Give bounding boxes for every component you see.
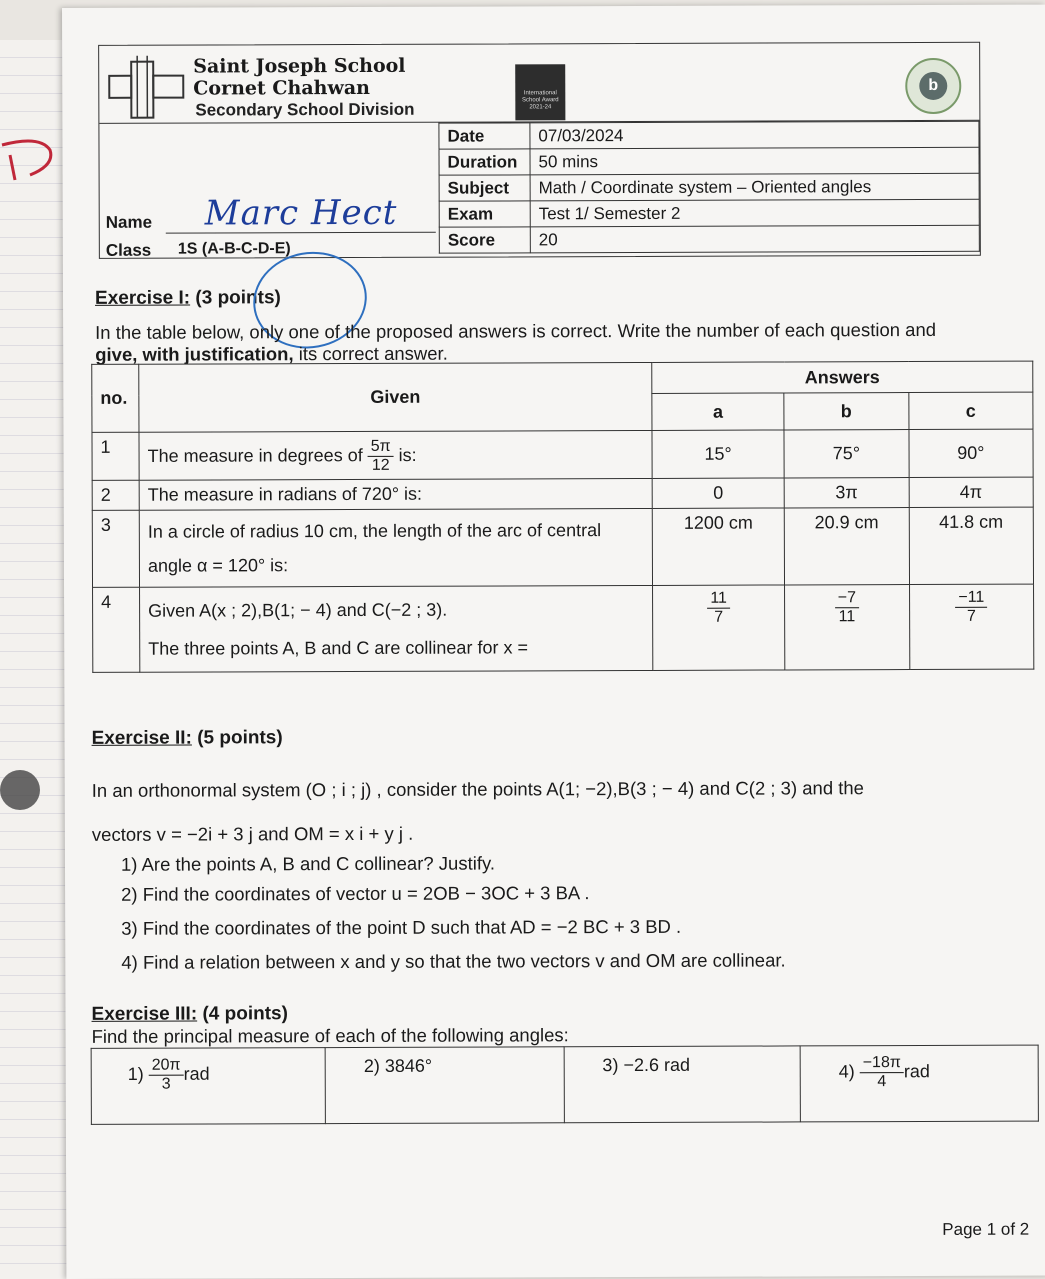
info-label: Duration — [439, 149, 530, 175]
answer-b: 20.9 cm — [784, 508, 909, 585]
info-row-duration — [439, 147, 979, 175]
row-number: 4 — [93, 587, 140, 672]
fraction — [368, 438, 394, 475]
row-number: 3 — [92, 510, 139, 587]
answer-c — [909, 584, 1034, 669]
school-campus: Cornet Chahwan — [193, 76, 370, 100]
binder-ring — [0, 770, 40, 810]
exam-sheet — [62, 5, 1045, 1279]
exercise-1-table — [91, 361, 1034, 673]
denominator: 7 — [714, 608, 724, 626]
school-badge-logo: b — [905, 58, 961, 114]
name-label: Name — [105, 212, 153, 232]
exercise-3-intro: Find the principal measure of each of the following angles: — [91, 1024, 569, 1047]
answer-a: 0 — [652, 478, 784, 508]
item-number: 1) — [127, 1063, 144, 1085]
angle-item — [800, 1045, 1038, 1122]
answer-b — [785, 585, 910, 670]
class-value: 1S (A-B-C-D-E) — [177, 240, 291, 258]
table-row — [93, 584, 1034, 672]
row-given: The measure in radians of 720° is: — [139, 478, 652, 510]
col-given-header: Given — [139, 362, 652, 432]
angle-item — [91, 1048, 325, 1125]
table-row — [92, 429, 1033, 480]
exercise-1-intro-line1: In the table below, only one of the proposed answers is correct. Write the number of each question and — [95, 318, 937, 343]
col-no-header: no. — [92, 364, 139, 432]
fraction — [835, 589, 859, 626]
unit: rad — [183, 1063, 210, 1084]
col-c-header: c — [908, 392, 1033, 429]
numerator: −18π — [860, 1054, 904, 1073]
exercise-2-question: 3) Find the coordinates of the point D such that AD = −2 BC + 3 BD . — [121, 915, 682, 939]
answer-c: 41.8 cm — [909, 507, 1034, 584]
numerator: −11 — [955, 589, 987, 608]
info-row-date — [439, 121, 979, 149]
exercise-2-question: 4) Find a relation between x and y so that the two vectors v and OM are collinear. — [121, 949, 786, 973]
numerator: 11 — [707, 590, 730, 609]
answer-b: 75° — [784, 430, 909, 478]
fraction — [955, 589, 987, 626]
info-value: Test 1/ Semester 2 — [530, 199, 979, 227]
fraction — [707, 590, 730, 627]
exercise-3-title: Exercise III: — [91, 1003, 198, 1025]
exercise-3-heading — [91, 1003, 287, 1026]
unit: rad — [903, 1061, 930, 1082]
numerator: −7 — [835, 589, 859, 608]
angle-item: 3) −2.6 rad — [564, 1046, 801, 1123]
exercise-2-heading — [92, 727, 283, 750]
fraction — [149, 1057, 184, 1094]
col-a-header: a — [652, 393, 784, 430]
answer-a: 1200 cm — [652, 508, 784, 585]
answer-c: 90° — [909, 429, 1034, 477]
intro-rest: its correct answer. — [293, 342, 448, 365]
row-given — [139, 430, 652, 480]
table-row — [91, 1045, 1038, 1124]
exercise-2-question: 1) Are the points A, B and C collinear? Justify. — [120, 852, 495, 875]
exercise-3-points: (4 points) — [202, 1003, 288, 1025]
info-label: Date — [439, 123, 530, 149]
class-label: Class — [105, 240, 152, 260]
student-name-handwritten: Marc Hect — [204, 192, 398, 234]
given-line: In a circle of radius 10 cm, the length of the arc of central — [147, 520, 602, 542]
col-b-header: b — [784, 393, 909, 430]
denominator: 3 — [161, 1075, 171, 1093]
school-logo — [107, 54, 197, 124]
table-row — [92, 477, 1033, 510]
exercise-2-points: (5 points) — [197, 727, 283, 749]
answer-c: 4π — [909, 477, 1034, 507]
denominator: 12 — [371, 456, 390, 474]
info-value: 20 — [530, 225, 979, 253]
info-label: Subject — [439, 175, 530, 201]
given-text: is: — [398, 445, 417, 466]
info-row-score — [439, 225, 979, 253]
angle-item: 2) 3846° — [325, 1047, 564, 1124]
item-number: 4) — [838, 1061, 855, 1082]
info-value: Math / Coordinate system – Oriented angles — [530, 173, 979, 201]
numerator: 20π — [149, 1057, 184, 1076]
answer-a: 15° — [652, 430, 784, 478]
exercise-1-title: Exercise I: — [94, 287, 191, 309]
exercise-1-points: (3 points) — [195, 287, 281, 309]
exercise-2-title: Exercise II: — [91, 727, 192, 749]
info-label: Score — [439, 227, 530, 253]
name-underline — [166, 232, 436, 234]
given-line: Given A(x ; 2),B(1; − 4) and C(−2 ; 3). — [148, 599, 448, 621]
numerator: 5π — [368, 438, 394, 457]
given-line: angle α = 120° is: — [147, 555, 289, 576]
school-division: Secondary School Division — [195, 99, 415, 120]
exam-info-table — [438, 121, 979, 254]
given-text: The measure in degrees of — [147, 445, 363, 466]
denominator: 7 — [966, 607, 976, 625]
school-name: Saint Joseph School — [193, 54, 406, 78]
info-value: 07/03/2024 — [530, 121, 979, 149]
fraction — [860, 1054, 904, 1091]
exercise-2-line2: vectors v = −2i + 3 j and OM = x i + y j . — [91, 822, 414, 845]
info-label: Exam — [439, 201, 530, 227]
page-number: Page 1 of 2 — [942, 1219, 1030, 1239]
intro-bold: give, with justification, — [95, 343, 294, 365]
info-row-subject — [439, 173, 979, 201]
table-header-row — [92, 361, 1033, 395]
red-pen-mark — [0, 135, 60, 185]
info-row-exam — [439, 199, 979, 227]
table-row — [92, 507, 1033, 587]
exercise-2-line1: In an orthonormal system (O ; i ; j) , consider the points A(1; −2),B(3 ; − 4) and C(2 ; 3) and the — [91, 777, 864, 801]
answer-a — [653, 585, 785, 670]
row-number: 1 — [92, 432, 139, 480]
row-number: 2 — [92, 480, 139, 510]
info-value: 50 mins — [530, 147, 979, 175]
col-answers-header: Answers — [652, 361, 1033, 393]
row-given — [140, 585, 653, 672]
exam-header — [98, 42, 981, 259]
exercise-3-table — [91, 1045, 1039, 1125]
exercise-2-question: 2) Find the coordinates of vector u = 2OB − 3OC + 3 BA . — [121, 882, 590, 905]
denominator: 11 — [838, 608, 856, 626]
row-given — [139, 508, 652, 587]
international-school-award-logo: International School Award 2021-24 — [515, 64, 565, 120]
given-line: The three points A, B and C are collinear for x = — [148, 637, 528, 659]
answer-b: 3π — [784, 478, 909, 508]
denominator: 4 — [877, 1073, 887, 1091]
